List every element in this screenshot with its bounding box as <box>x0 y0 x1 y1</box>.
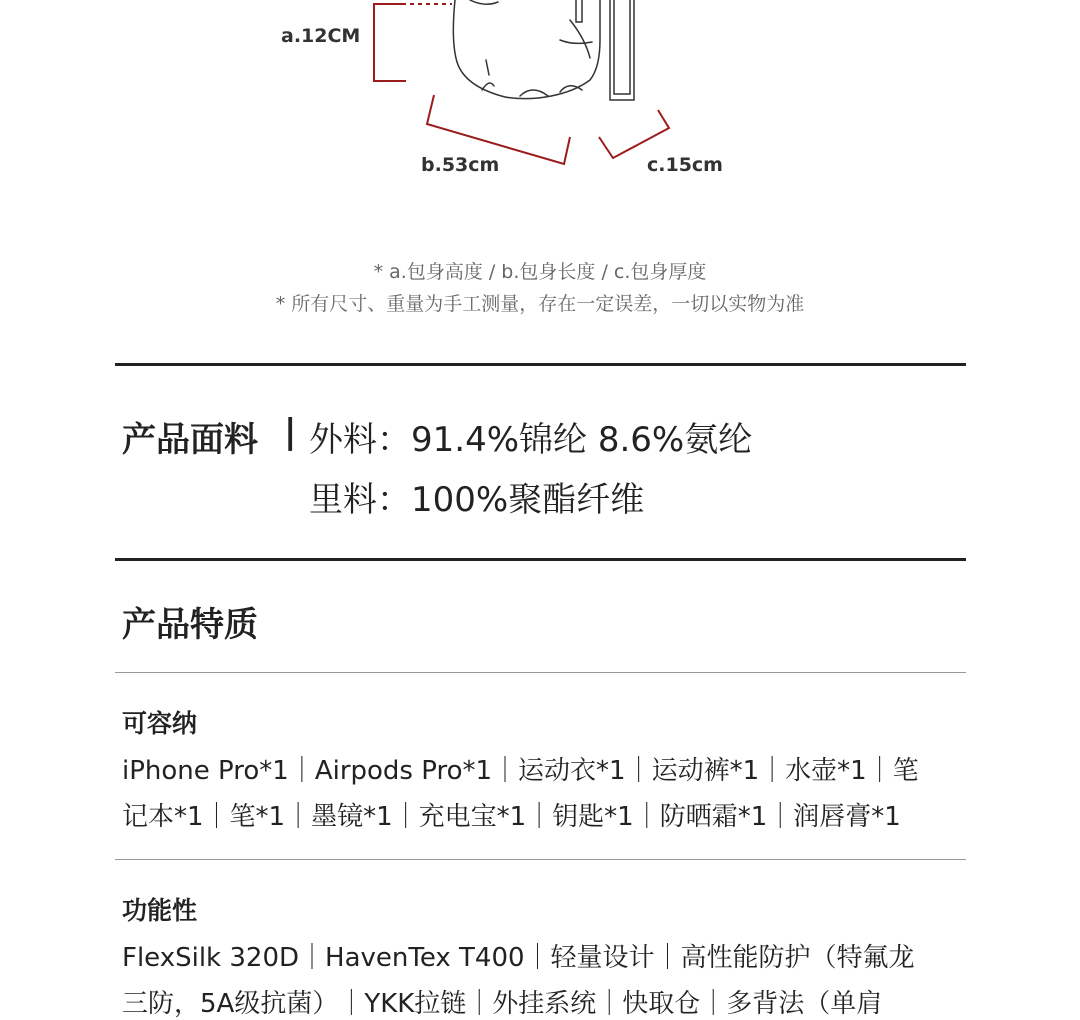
capacity-line: 记本*1｜笔*1｜墨镜*1｜充电宝*1｜钥匙*1｜防晒霜*1｜润唇膏*1 <box>122 802 901 832</box>
height-label: a.12CM <box>281 25 361 47</box>
fabric-outer: 外料：91.4%锦纶 8.6%氨纶 <box>309 420 753 460</box>
height-bracket <box>374 4 406 81</box>
divider <box>115 672 966 673</box>
function-line: 三防，5A级抗菌）｜YKK拉链｜外挂系统｜快取仓｜多背法（单肩 <box>122 989 883 1019</box>
thickness-bracket <box>599 110 669 158</box>
divider <box>115 363 966 366</box>
divider <box>115 558 966 561</box>
dimension-legend-note: * a.包身高度 / b.包身长度 / c.包身厚度 <box>373 261 707 283</box>
capacity-line: iPhone Pro*1｜Airpods Pro*1｜运动衣*1｜运动裤*1｜水壶*1｜笔 <box>122 756 919 786</box>
function-title: 功能性 <box>122 896 198 925</box>
bag-outline <box>453 0 634 100</box>
function-line: FlexSilk 320D｜HavenTex T400｜轻量设计｜高性能防护（特氟龙 <box>122 943 915 973</box>
bag-dimension-diagram <box>0 0 1080 200</box>
fabric-lining: 里料：100%聚酯纤维 <box>309 480 645 520</box>
length-label: b.53cm <box>421 154 500 176</box>
capacity-title: 可容纳 <box>122 709 198 738</box>
thickness-label: c.15cm <box>647 154 723 176</box>
fabric-title: 产品面料 <box>122 420 258 460</box>
features-title: 产品特质 <box>122 605 258 645</box>
divider <box>115 859 966 860</box>
measurement-disclaimer: * 所有尺寸、重量为手工测量，存在一定误差，一切以实物为准 <box>275 293 805 315</box>
fabric-separator: | <box>284 412 297 452</box>
dimension-lines <box>374 4 669 164</box>
